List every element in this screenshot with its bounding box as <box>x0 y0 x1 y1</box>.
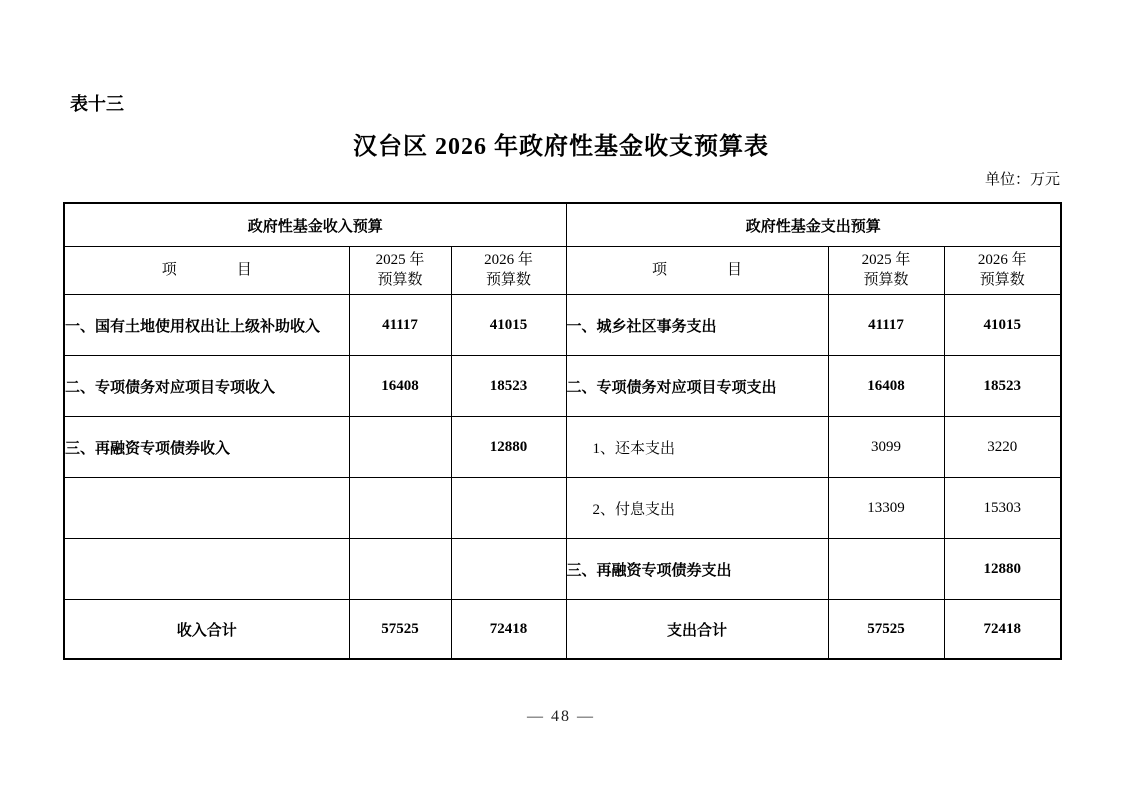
page-title: 汉台区 2026 年政府性基金收支预算表 <box>353 134 769 160</box>
table-row <box>64 356 1061 417</box>
revenue-2025-value: 41117 <box>349 295 451 356</box>
revenue-item: 一、国有土地使用权出让上级补助收入 <box>64 295 349 356</box>
page-number: — 48 — <box>527 708 595 725</box>
column-header-row <box>64 247 1061 295</box>
table-number-label: 表十三 <box>70 94 124 114</box>
expenditure-2025-value: 13309 <box>828 478 944 539</box>
expenditure-2026-value: 41015 <box>944 295 1061 356</box>
year-label: 2026 年 <box>977 252 1027 268</box>
revenue-total-label: 收入合计 <box>64 600 349 660</box>
revenue-item: 三、再融资专项债券收入 <box>64 417 349 478</box>
expenditure-2025-value: 41117 <box>828 295 944 356</box>
expenditure-item: 一、城乡社区事务支出 <box>566 295 828 356</box>
revenue-2026-value <box>451 539 566 600</box>
expenditure-item: 1、还本支出 <box>566 417 828 478</box>
table-row <box>64 417 1061 478</box>
expenditure-2026-header <box>944 247 1061 295</box>
expenditure-section-header: 政府性基金支出预算 <box>566 203 1061 247</box>
budget-number-label: 预算数 <box>486 271 532 288</box>
revenue-2026-header <box>451 247 566 295</box>
expenditure-item: 二、专项债务对应项目专项支出 <box>566 356 828 417</box>
revenue-item-header: 项 目 <box>64 247 349 295</box>
budget-table <box>63 202 1062 660</box>
year-label: 2026 年 <box>484 252 533 268</box>
table-row <box>64 295 1061 356</box>
revenue-item <box>64 478 349 539</box>
budget-number-label: 预算数 <box>979 271 1025 288</box>
expenditure-2026-value: 18523 <box>944 356 1061 417</box>
revenue-2025-value <box>349 417 451 478</box>
expenditure-2026-value: 12880 <box>944 539 1061 600</box>
revenue-2026-value: 18523 <box>451 356 566 417</box>
unit-note: 单位：万元 <box>984 172 1060 188</box>
revenue-total-2025: 57525 <box>349 600 451 660</box>
revenue-item <box>64 539 349 600</box>
expenditure-item: 三、再融资专项债券支出 <box>566 539 828 600</box>
revenue-2025-value <box>349 539 451 600</box>
year-label: 2025 年 <box>375 252 425 268</box>
expenditure-2026-value: 3220 <box>944 417 1061 478</box>
table-row <box>64 539 1061 600</box>
expenditure-total-label: 支出合计 <box>566 600 828 660</box>
expenditure-item-header: 项 目 <box>566 247 828 295</box>
expenditure-item: 2、付息支出 <box>566 478 828 539</box>
revenue-2025-value <box>349 478 451 539</box>
expenditure-2025-value: 3099 <box>828 417 944 478</box>
year-label: 2025 年 <box>861 252 911 268</box>
revenue-total-2026: 72418 <box>451 600 566 660</box>
expenditure-2025-value <box>828 539 944 600</box>
table-row <box>64 478 1061 539</box>
revenue-section-header: 政府性基金收入预算 <box>64 203 566 247</box>
budget-number-label: 预算数 <box>863 271 909 288</box>
expenditure-total-2026: 72418 <box>944 600 1061 660</box>
revenue-2026-value <box>451 478 566 539</box>
expenditure-2025-header <box>828 247 944 295</box>
section-header-row <box>64 203 1061 247</box>
revenue-item: 二、专项债务对应项目专项收入 <box>64 356 349 417</box>
revenue-2025-header <box>349 247 451 295</box>
revenue-2026-value: 41015 <box>451 295 566 356</box>
expenditure-total-2025: 57525 <box>828 600 944 660</box>
expenditure-2026-value: 15303 <box>944 478 1061 539</box>
budget-number-label: 预算数 <box>377 271 423 288</box>
revenue-2026-value: 12880 <box>451 417 566 478</box>
totals-row <box>64 600 1061 660</box>
expenditure-2025-value: 16408 <box>828 356 944 417</box>
revenue-2025-value: 16408 <box>349 356 451 417</box>
